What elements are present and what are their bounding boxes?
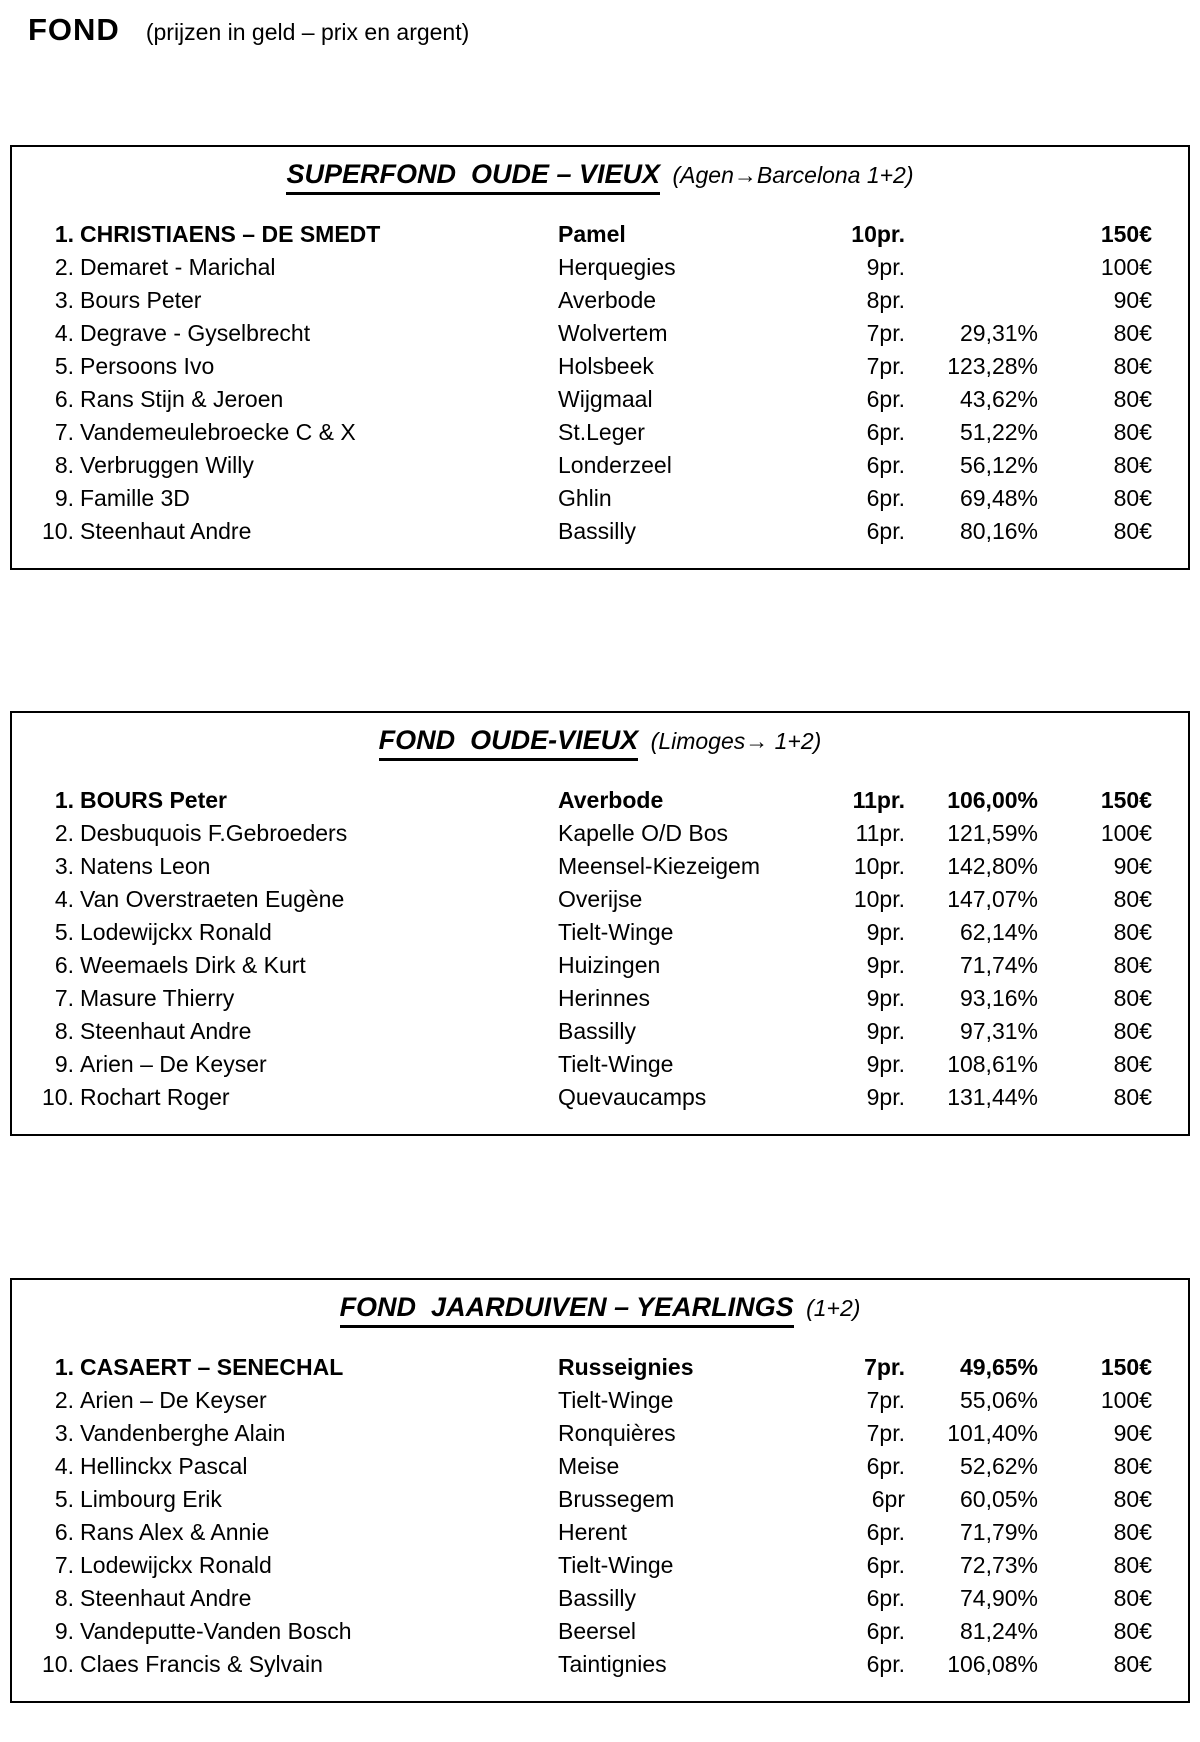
table-row [12, 1417, 1188, 1450]
fancier-city: Herent [558, 1519, 628, 1545]
prize-amount: 80€ [1113, 1018, 1152, 1044]
table-row [12, 251, 1188, 284]
fancier-city: Tielt-Winge [558, 1552, 674, 1578]
table-heading: FOND JAARDUIVEN – YEARLINGS [340, 1292, 794, 1328]
percentage-value: 69,48% [959, 485, 1038, 511]
results-list [12, 784, 1188, 1114]
percentage-value: 81,24% [959, 1618, 1038, 1644]
percentage-value: 101,40% [947, 1420, 1038, 1446]
fancier-city: Wolvertem [558, 320, 668, 346]
fancier-name: Lodewijckx Ronald [80, 919, 272, 945]
prizes-count: 7pr. [866, 1420, 905, 1446]
fancier-name: Natens Leon [80, 853, 211, 879]
result-rank: 4. [54, 886, 74, 912]
percentage-value: 74,90% [959, 1585, 1038, 1611]
fancier-city: Herinnes [558, 985, 651, 1011]
row-left-pad [12, 1582, 32, 1615]
fancier-name: Steenhaut Andre [80, 1018, 252, 1044]
table-row [12, 317, 1188, 350]
prizes-count: 6pr. [866, 419, 905, 445]
row-left-pad [12, 784, 32, 817]
fancier-city: Pamel [558, 221, 626, 247]
result-rank: 1. [54, 787, 74, 813]
prize-amount: 80€ [1113, 985, 1152, 1011]
prize-amount: 90€ [1113, 1420, 1152, 1446]
result-rank: 8. [54, 1585, 74, 1611]
row-left-pad [12, 850, 32, 883]
prize-amount: 80€ [1113, 386, 1152, 412]
page-title: FOND [28, 12, 120, 47]
table-row [12, 1549, 1188, 1582]
percentage-value: 72,73% [959, 1552, 1038, 1578]
prize-amount: 80€ [1113, 1486, 1152, 1512]
table-heading-note: (1+2) [806, 1295, 861, 1321]
table-row [12, 1516, 1188, 1549]
fancier-city: Taintignies [558, 1651, 667, 1677]
percentage-value: 106,08% [947, 1651, 1038, 1677]
fancier-city: Bassilly [558, 1018, 636, 1044]
page-subtitle: (prijzen in geld – prix en argent) [145, 19, 470, 45]
result-rank: 1. [54, 1354, 74, 1380]
percentage-value [905, 218, 1038, 251]
prizes-count: 9pr. [866, 1018, 905, 1044]
table-row [12, 284, 1188, 317]
prizes-count: 9pr. [866, 1051, 905, 1077]
fancier-name: Famille 3D [80, 485, 190, 511]
fancier-city: Huizingen [558, 952, 661, 978]
prizes-count: 7pr. [866, 320, 905, 346]
fancier-city: St.Leger [558, 419, 645, 445]
result-rank: 2. [54, 1387, 74, 1413]
percentage-value: 80,16% [959, 518, 1038, 544]
table-heading: FOND OUDE-VIEUX [379, 725, 639, 761]
percentage-value: 60,05% [959, 1486, 1038, 1512]
fancier-name: Steenhaut Andre [80, 518, 252, 544]
row-left-pad [12, 1351, 32, 1384]
prizes-count: 6pr. [866, 1519, 905, 1545]
prizes-count: 6pr. [866, 1552, 905, 1578]
table-row [12, 1351, 1188, 1384]
row-left-pad [12, 1483, 32, 1516]
percentage-value: 121,59% [947, 820, 1038, 846]
percentage-value [905, 284, 1038, 317]
prize-amount: 80€ [1113, 419, 1152, 445]
row-left-pad [12, 1081, 32, 1114]
results-list [12, 1351, 1188, 1681]
fancier-name: BOURS Peter [80, 787, 227, 813]
row-left-pad [12, 482, 32, 515]
result-rank: 8. [54, 452, 74, 478]
prize-amount: 80€ [1113, 1084, 1152, 1110]
table-row [12, 1384, 1188, 1417]
row-left-pad [12, 251, 32, 284]
prize-amount: 150€ [1100, 1354, 1152, 1380]
percentage-value: 43,62% [959, 386, 1038, 412]
fancier-name: CASAERT – SENECHAL [80, 1354, 344, 1380]
row-left-pad [12, 1450, 32, 1483]
table-row [12, 416, 1188, 449]
prize-amount: 150€ [1100, 221, 1152, 247]
row-left-pad [12, 317, 32, 350]
row-left-pad [12, 949, 32, 982]
fancier-name: Rochart Roger [80, 1084, 230, 1110]
fancier-name: Limbourg Erik [80, 1486, 222, 1512]
fancier-city: Russeignies [558, 1354, 694, 1380]
table-row [12, 982, 1188, 1015]
prizes-count: 7pr. [864, 1354, 905, 1380]
table-fond-jaarduiven-yearlings [10, 1278, 1190, 1703]
row-left-pad [12, 449, 32, 482]
prize-amount: 80€ [1113, 1051, 1152, 1077]
table-row [12, 883, 1188, 916]
fancier-city: Wijgmaal [558, 386, 653, 412]
prizes-count: 6pr. [866, 518, 905, 544]
fancier-city: Bassilly [558, 518, 636, 544]
row-left-pad [12, 1384, 32, 1417]
table-superfond-oude-vieux [10, 145, 1190, 570]
fancier-city: Kapelle O/D Bos [558, 820, 729, 846]
prize-amount: 100€ [1100, 254, 1152, 280]
prizes-count: 6pr. [866, 1453, 905, 1479]
document-title-row [0, 0, 1200, 45]
prizes-count: 7pr. [866, 353, 905, 379]
prize-amount: 80€ [1113, 320, 1152, 346]
result-rank: 9. [54, 485, 74, 511]
fancier-name: Vandeputte-Vanden Bosch [80, 1618, 352, 1644]
fancier-name: Masure Thierry [80, 985, 235, 1011]
percentage-value [905, 251, 1038, 284]
fancier-name: Rans Alex & Annie [80, 1519, 270, 1545]
prize-amount: 80€ [1113, 919, 1152, 945]
row-left-pad [12, 1015, 32, 1048]
percentage-value: 55,06% [959, 1387, 1038, 1413]
row-left-pad [12, 515, 32, 548]
fancier-city: Tielt-Winge [558, 1051, 674, 1077]
table-row [12, 1450, 1188, 1483]
result-rank: 7. [54, 419, 74, 445]
prizes-count: 11pr. [855, 820, 905, 846]
fancier-name: Arien – De Keyser [80, 1051, 267, 1077]
table-row [12, 1582, 1188, 1615]
row-left-pad [12, 218, 32, 251]
fancier-name: Rans Stijn & Jeroen [80, 386, 284, 412]
prize-amount: 80€ [1113, 485, 1152, 511]
result-rank: 3. [54, 1420, 74, 1446]
table-heading-row [12, 713, 1188, 784]
result-rank: 6. [54, 386, 74, 412]
fancier-name: Lodewijckx Ronald [80, 1552, 272, 1578]
prize-amount: 80€ [1113, 1519, 1152, 1545]
result-rank: 10. [42, 518, 74, 544]
result-rank: 5. [54, 353, 74, 379]
fancier-city: Ghlin [558, 485, 612, 511]
prizes-count: 6pr [871, 1486, 905, 1512]
result-rank: 7. [54, 985, 74, 1011]
fancier-city: Meensel-Kiezeigem [558, 853, 760, 879]
percentage-value: 71,74% [959, 952, 1038, 978]
table-heading-note: (Limoges→ 1+2) [650, 728, 822, 754]
table-row [12, 916, 1188, 949]
fancier-city: Londerzeel [558, 452, 672, 478]
row-left-pad [12, 383, 32, 416]
fancier-name: Bours Peter [80, 287, 202, 313]
percentage-value: 52,62% [959, 1453, 1038, 1479]
prizes-count: 9pr. [866, 985, 905, 1011]
prize-amount: 80€ [1113, 1618, 1152, 1644]
result-rank: 7. [54, 1552, 74, 1578]
result-rank: 4. [54, 1453, 74, 1479]
fancier-city: Meise [558, 1453, 620, 1479]
row-left-pad [12, 1516, 32, 1549]
table-row [12, 218, 1188, 251]
percentage-value: 106,00% [947, 787, 1038, 813]
fancier-city: Overijse [558, 886, 643, 912]
row-left-pad [12, 1048, 32, 1081]
table-row [12, 449, 1188, 482]
fancier-name: Weemaels Dirk & Kurt [80, 952, 306, 978]
percentage-value: 108,61% [947, 1051, 1038, 1077]
table-heading-row [12, 1280, 1188, 1351]
fancier-name: Degrave - Gyselbrecht [80, 320, 311, 346]
row-left-pad [12, 1549, 32, 1582]
table-heading: SUPERFOND OUDE – VIEUX [286, 159, 660, 195]
table-row [12, 850, 1188, 883]
prizes-count: 9pr. [866, 1084, 905, 1110]
prizes-count: 6pr. [866, 485, 905, 511]
fancier-city: Herquegies [558, 254, 676, 280]
fancier-name: Steenhaut Andre [80, 1585, 252, 1611]
row-left-pad [12, 350, 32, 383]
percentage-value: 49,65% [959, 1354, 1038, 1380]
prizes-count: 9pr. [866, 952, 905, 978]
percentage-value: 62,14% [959, 919, 1038, 945]
result-rank: 3. [54, 853, 74, 879]
percentage-value: 29,31% [959, 320, 1038, 346]
table-heading-note: (Agen→Barcelona 1+2) [672, 162, 914, 188]
fancier-city: Holsbeek [558, 353, 654, 379]
prizes-count: 8pr. [866, 287, 905, 313]
prize-amount: 80€ [1113, 886, 1152, 912]
table-row [12, 949, 1188, 982]
table-row [12, 1648, 1188, 1681]
fancier-city: Averbode [558, 787, 664, 813]
row-left-pad [12, 416, 32, 449]
percentage-value: 131,44% [947, 1084, 1038, 1110]
fancier-name: Vandemeulebroecke C & X [80, 419, 356, 445]
table-heading-row [12, 147, 1188, 218]
result-rank: 9. [54, 1618, 74, 1644]
row-left-pad [12, 982, 32, 1015]
result-rank: 6. [54, 1519, 74, 1545]
table-row [12, 1615, 1188, 1648]
fancier-name: Vandenberghe Alain [80, 1420, 286, 1446]
prizes-count: 9pr. [866, 254, 905, 280]
fancier-city: Averbode [558, 287, 657, 313]
fancier-city: Tielt-Winge [558, 1387, 674, 1413]
fancier-name: Persoons Ivo [80, 353, 215, 379]
prize-amount: 150€ [1100, 787, 1152, 813]
table-row [12, 1483, 1188, 1516]
prizes-count: 10pr. [851, 221, 905, 247]
table-row [12, 1081, 1188, 1114]
result-rank: 1. [54, 221, 74, 247]
table-row [12, 817, 1188, 850]
table-row [12, 1048, 1188, 1081]
percentage-value: 93,16% [959, 985, 1038, 1011]
prizes-count: 7pr. [866, 1387, 905, 1413]
table-row [12, 1015, 1188, 1048]
prize-amount: 80€ [1113, 353, 1152, 379]
fancier-name: Demaret - Marichal [80, 254, 276, 280]
table-row [12, 350, 1188, 383]
prize-amount: 80€ [1113, 952, 1152, 978]
prize-amount: 100€ [1100, 820, 1152, 846]
percentage-value: 123,28% [947, 353, 1038, 379]
prize-amount: 90€ [1113, 287, 1152, 313]
percentage-value: 56,12% [959, 452, 1038, 478]
result-rank: 4. [54, 320, 74, 346]
table-fond-oude-vieux [10, 711, 1190, 1136]
percentage-value: 51,22% [959, 419, 1038, 445]
prizes-count: 6pr. [866, 1585, 905, 1611]
prize-amount: 100€ [1100, 1387, 1152, 1413]
prizes-count: 9pr. [866, 919, 905, 945]
fancier-city: Tielt-Winge [558, 919, 674, 945]
row-left-pad [12, 916, 32, 949]
fancier-city: Brussegem [558, 1486, 675, 1512]
fancier-city: Beersel [558, 1618, 636, 1644]
prizes-count: 10pr. [853, 886, 905, 912]
row-left-pad [12, 817, 32, 850]
prize-amount: 90€ [1113, 853, 1152, 879]
table-row [12, 383, 1188, 416]
result-rank: 3. [54, 287, 74, 313]
table-row [12, 784, 1188, 817]
prizes-count: 6pr. [866, 452, 905, 478]
prize-amount: 80€ [1113, 518, 1152, 544]
result-rank: 2. [54, 820, 74, 846]
prizes-count: 6pr. [866, 1618, 905, 1644]
result-rank: 8. [54, 1018, 74, 1044]
fancier-name: Verbruggen Willy [80, 452, 254, 478]
result-rank: 5. [54, 919, 74, 945]
result-rank: 9. [54, 1051, 74, 1077]
results-list [12, 218, 1188, 548]
prize-amount: 80€ [1113, 1552, 1152, 1578]
percentage-value: 142,80% [947, 853, 1038, 879]
prize-amount: 80€ [1113, 1651, 1152, 1677]
prizes-count: 11pr. [852, 787, 905, 813]
fancier-city: Quevaucamps [558, 1084, 707, 1110]
fancier-name: Arien – De Keyser [80, 1387, 267, 1413]
row-left-pad [12, 883, 32, 916]
row-left-pad [12, 1615, 32, 1648]
prizes-count: 10pr. [853, 853, 905, 879]
result-rank: 5. [54, 1486, 74, 1512]
fancier-name: Hellinckx Pascal [80, 1453, 248, 1479]
result-rank: 6. [54, 952, 74, 978]
fancier-city: Bassilly [558, 1585, 636, 1611]
row-left-pad [12, 1417, 32, 1450]
percentage-value: 97,31% [959, 1018, 1038, 1044]
percentage-value: 71,79% [959, 1519, 1038, 1545]
result-rank: 10. [42, 1084, 74, 1110]
result-rank: 10. [42, 1651, 74, 1677]
fancier-name: CHRISTIAENS – DE SMEDT [80, 221, 381, 247]
prize-amount: 80€ [1113, 1585, 1152, 1611]
table-row [12, 482, 1188, 515]
prizes-count: 6pr. [866, 1651, 905, 1677]
fancier-city: Ronquières [558, 1420, 676, 1446]
result-rank: 2. [54, 254, 74, 280]
row-left-pad [12, 1648, 32, 1681]
row-left-pad [12, 284, 32, 317]
percentage-value: 147,07% [947, 886, 1038, 912]
prize-amount: 80€ [1113, 452, 1152, 478]
prize-amount: 80€ [1113, 1453, 1152, 1479]
fancier-name: Van Overstraeten Eugène [80, 886, 345, 912]
prizes-count: 6pr. [866, 386, 905, 412]
table-row [12, 515, 1188, 548]
fancier-name: Desbuquois F.Gebroeders [80, 820, 348, 846]
fancier-name: Claes Francis & Sylvain [80, 1651, 323, 1677]
